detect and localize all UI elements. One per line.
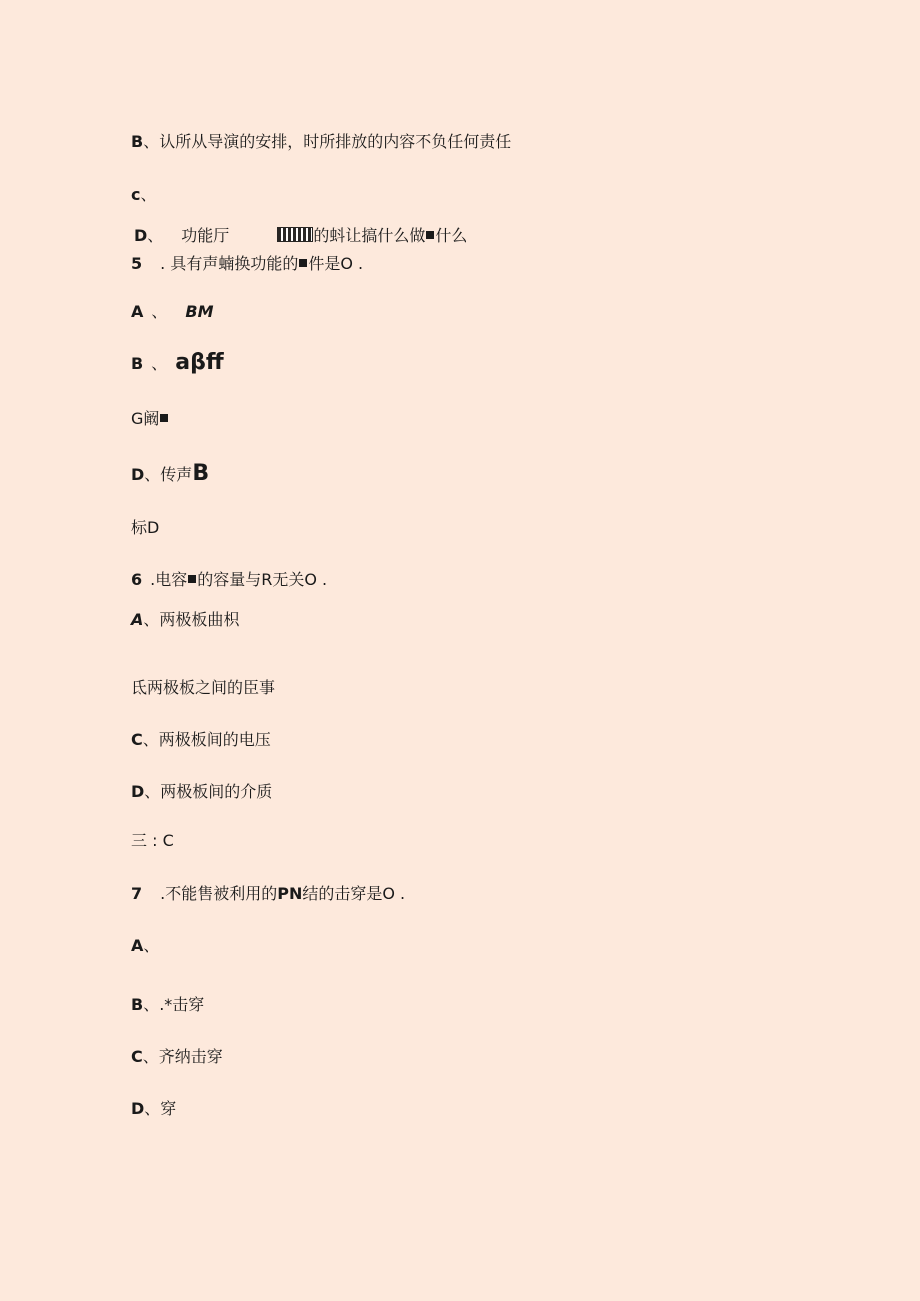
- q7-stem-text-b: 结的击穿是O .: [302, 884, 406, 903]
- q7-option-b-text: .*击穿: [159, 995, 205, 1014]
- q5-option-c-text: G阚: [131, 409, 160, 428]
- q6-option-d: [131, 782, 272, 802]
- q6-number: 6: [131, 570, 143, 589]
- q5-option-b: [131, 350, 224, 376]
- q4-option-d-text-2: 的蚪让搞什么做: [313, 226, 426, 245]
- q4-option-c-sep: 、: [140, 185, 157, 204]
- q7-option-d-text: 穿: [160, 1099, 177, 1118]
- q7-option-a-sep: 、: [143, 936, 160, 955]
- q4-option-c-label: c: [131, 185, 141, 204]
- q5-option-d-text-2: B: [192, 461, 210, 486]
- q6-option-c-sep: 、: [142, 730, 159, 749]
- q7-option-b-label: B: [131, 995, 144, 1014]
- q5-stem-text-b: 件是O .: [308, 254, 364, 273]
- q5-stem: [131, 254, 363, 274]
- q7-option-d-sep: 、: [144, 1099, 161, 1118]
- q7-stem-text-a: .不能售被利用的: [160, 884, 278, 903]
- q5-option-d-label: D: [131, 465, 145, 484]
- q6-option-a-text: 两极板曲枳: [159, 610, 240, 629]
- q5-option-a: [131, 302, 214, 322]
- q6-option-b: [131, 678, 275, 698]
- redaction-square-icon: [160, 414, 168, 422]
- q6-option-b-text: 氐两极板之间的臣事: [131, 678, 276, 697]
- q6-option-d-text: 两极板间的介质: [160, 782, 273, 801]
- q7-option-c-sep: 、: [142, 1047, 159, 1066]
- q7-option-c: [131, 1047, 223, 1067]
- q7-stem-pn: PN: [277, 884, 303, 903]
- q7-stem: [131, 884, 405, 904]
- q7-option-b: [131, 995, 204, 1015]
- q4-option-c: [131, 185, 157, 205]
- q5-number: 5: [131, 254, 143, 273]
- q5-option-d-text-1: 传声: [160, 465, 193, 484]
- redaction-square-icon: [426, 231, 434, 239]
- q6-option-c-label: C: [131, 730, 143, 749]
- q6-answer: [131, 831, 174, 851]
- q5-option-c: [131, 409, 169, 429]
- q6-option-a: [131, 610, 239, 630]
- q5-option-b-label: B: [131, 354, 144, 373]
- q6-answer-text: 三 : C: [131, 831, 174, 850]
- q7-option-d: [131, 1099, 176, 1119]
- q4-option-d-text-3: 什么: [435, 226, 468, 245]
- redaction-square-icon: [299, 259, 307, 267]
- scan-artifact-icon: [277, 227, 313, 242]
- q6-option-a-label: A: [131, 610, 144, 629]
- q6-stem-text-b: 的容量与R无关O .: [197, 570, 328, 589]
- q7-option-d-label: D: [131, 1099, 145, 1118]
- redaction-square-icon: [188, 575, 196, 583]
- q7-number: 7: [131, 884, 143, 903]
- q4-option-d-label: D: [134, 226, 148, 245]
- q4-option-b-sep: 、: [143, 132, 160, 151]
- q4-option-b: [131, 132, 511, 152]
- q5-stem-text-a: . 具有声蝻换功能的: [160, 254, 299, 273]
- q5-option-d: [131, 461, 209, 487]
- q4-option-d-sep: 、: [147, 226, 164, 245]
- q5-option-a-text: BM: [185, 302, 214, 321]
- q6-stem-text-a: .电容: [150, 570, 188, 589]
- q6-option-d-label: D: [131, 782, 145, 801]
- q4-option-b-text: 认所从导演的安排，时所排放的内容不负任何责任: [159, 132, 512, 151]
- q5-option-b-text: aβff: [175, 350, 224, 375]
- q6-option-c-text: 两极板间的电压: [158, 730, 271, 749]
- q6-stem: [131, 570, 327, 590]
- q5-answer-text: 标D: [131, 518, 160, 537]
- q6-option-d-sep: 、: [144, 782, 161, 801]
- q4-option-d: [134, 226, 467, 246]
- q5-option-a-sep: 、: [151, 302, 168, 321]
- q5-option-b-sep: 、: [151, 354, 168, 373]
- q6-option-c: [131, 730, 271, 750]
- q7-option-c-text: 齐纳击穿: [158, 1047, 223, 1066]
- q7-option-c-label: C: [131, 1047, 143, 1066]
- q7-option-b-sep: 、: [143, 995, 160, 1014]
- q7-option-a: [131, 936, 159, 956]
- q6-option-a-sep: 、: [143, 610, 160, 629]
- q5-option-a-label: A: [131, 302, 144, 321]
- q5-option-d-sep: 、: [144, 465, 161, 484]
- q4-option-d-text-1: 功能厅: [181, 226, 230, 245]
- q5-answer: [131, 518, 159, 538]
- q7-option-a-label: A: [131, 936, 144, 955]
- q4-option-b-label: B: [131, 132, 144, 151]
